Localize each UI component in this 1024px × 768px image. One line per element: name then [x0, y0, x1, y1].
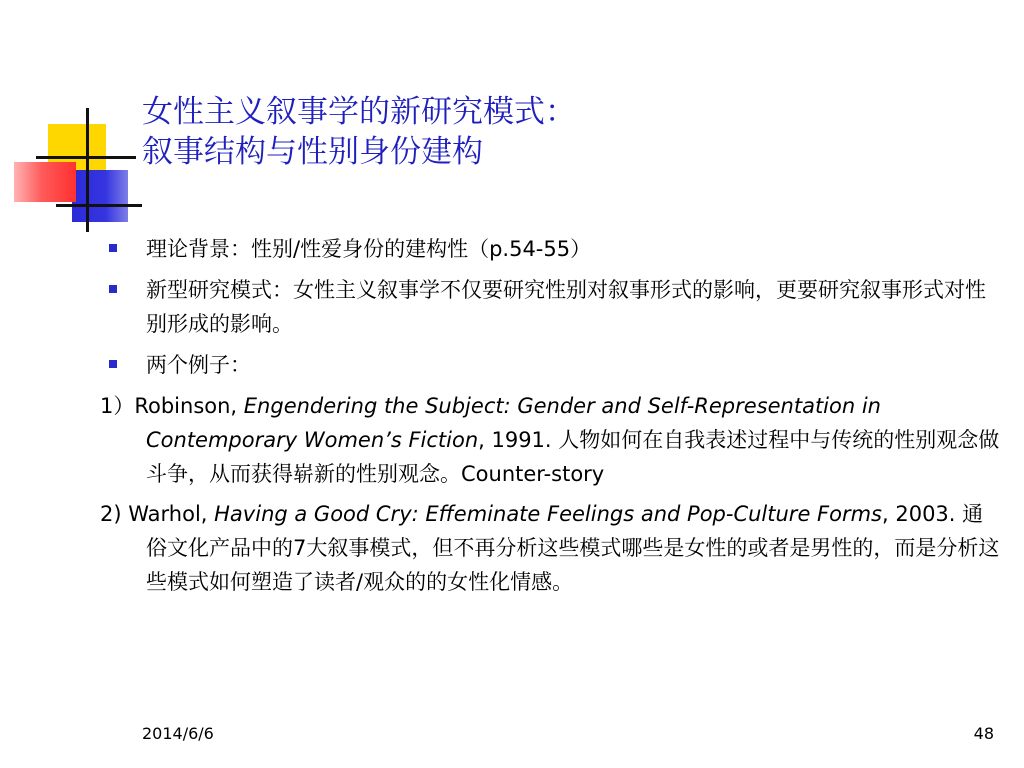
example-description: , 2003. 通俗文化产品中的7大叙事模式，但不再分析这些模式哪些是女性的或者是男性的，而是分析这些模式如何塑造了读者/观众的的女性化情感。: [146, 502, 1000, 594]
red-square-decoration: [14, 162, 76, 202]
example-prefix: 2) Warhol,: [100, 502, 215, 526]
example-description: , 1991. 人物如何在自我表述过程中与传统的性别观念做斗争，从而获得崭新的性别观念。Counter-story: [146, 428, 1000, 486]
slide-title-line-1: 女性主义叙事学的新研究模式：: [142, 94, 576, 130]
bullet-text: 新型研究模式：女性主义叙事学不仅要研究性别对叙事形式的影响，更要研究叙事形式对性别形成的影响。: [146, 278, 986, 336]
vertical-line-decoration: [86, 108, 89, 232]
blue-square-decoration: [72, 170, 128, 222]
example-item: [100, 389, 1000, 491]
bullet-item: [100, 273, 1000, 341]
slide-logo-decoration: [0, 0, 140, 240]
bullet-item: [100, 232, 1000, 266]
slide-number: 48: [973, 724, 994, 743]
bullet-text: 理论背景：性别/性爱身份的建构性（p.54-55）: [146, 237, 592, 261]
square-bullet-icon: [109, 360, 117, 368]
bullet-text: 两个例子：: [146, 353, 251, 377]
square-bullet-icon: [109, 285, 117, 293]
example-item: [100, 497, 1000, 599]
bullet-item: [100, 348, 1000, 382]
footer-date: 2014/6/6: [142, 724, 214, 743]
horizontal-line-decoration: [56, 204, 142, 207]
slide-body: [100, 232, 1000, 605]
slide-title-line-2: 叙事结构与性别身份建构: [142, 134, 483, 170]
horizontal-line-decoration: [36, 156, 136, 159]
slide-title: [142, 92, 576, 172]
example-book-title: Having a Good Cry: Effeminate Feelings and Pop-Culture Forms: [214, 502, 882, 526]
example-prefix: 1）Robinson,: [100, 394, 244, 418]
example-book-title: Engendering the Subject: Gender and Self-Representation in Contemporary Women’s Fiction: [146, 394, 881, 452]
square-bullet-icon: [109, 244, 117, 252]
